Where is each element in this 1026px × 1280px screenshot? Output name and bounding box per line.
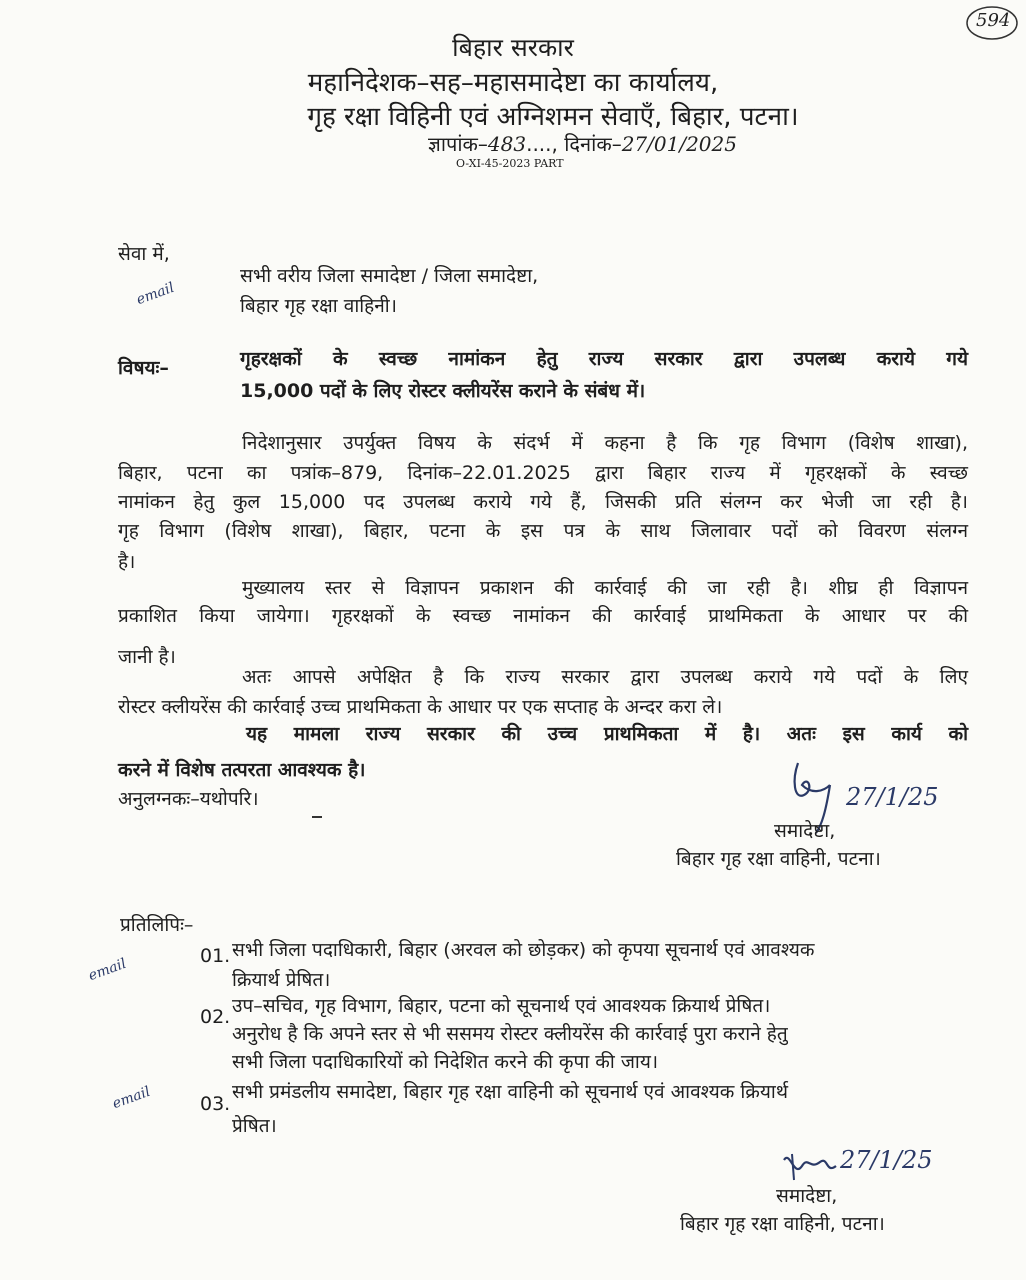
copy-item1-number: 01.	[200, 945, 231, 967]
copy-item2-line1: उप–सचिव, गृह विभाग, बिहार, पटना को सूचनार्थ एवं आवश्यक क्रियार्थ प्रेषित।	[232, 995, 771, 1017]
para1-line3: नामांकन हेतु कुल 15,000 पद उपलब्ध कराये गये हैं, जिसकी प्रति संलग्न कर भेजी जा रही है।	[118, 491, 968, 513]
memo-reference: ज्ञापांक–483...., दिनांक–27/01/2025	[428, 132, 737, 156]
subject-line2: 15,000 पदों के लिए रोस्टर क्लीयरेंस कराने के संबंध में।	[240, 380, 646, 402]
copy-item3-line1: सभी प्रमंडलीय समादेष्टा, बिहार गृह रक्षा वाहिनी को सूचनार्थ एवं आवश्यक क्रियार्थ	[232, 1081, 788, 1103]
copy-item1-line1: सभी जिला पदाधिकारी, बिहार (अरवल को छोड़कर) को कृपया सूचनार्थ एवं आवश्यक	[232, 939, 815, 961]
enclosure-note: अनुलग्नकः–यथोपरि।	[118, 788, 259, 810]
file-number: O-XI-45-2023 PART	[456, 157, 564, 170]
page-number-text: 594	[976, 10, 1011, 31]
para1-line5: है।	[118, 551, 136, 573]
copy-item2-number: 02.	[200, 1006, 231, 1028]
date-label: दिनांक–	[564, 132, 622, 156]
copy-item2-line2: अनुरोध है कि अपने स्तर से भी ससमय रोस्टर क्लीयरेंस की कार्रवाई पुरा कराने हेतु	[232, 1023, 788, 1045]
email-handwritten-note: email	[134, 279, 177, 309]
para4-line1: यह मामला राज्य सरकार की उच्च प्राथमिकता में है। अतः इस कार्य को	[246, 723, 968, 745]
signature-1-org: बिहार गृह रक्षा वाहिनी, पटना।	[676, 848, 881, 870]
govt-title: बिहार सरकार	[452, 33, 574, 62]
subject-line1: गृहरक्षकों के स्वच्छ नामांकन हेतु राज्य सरकार द्वारा उपलब्ध कराये गये	[240, 348, 968, 370]
date-value: 27/01/2025	[621, 132, 737, 156]
signature-1-date: 27/1/25	[846, 783, 939, 811]
para2-line1: मुख्यालय स्तर से विज्ञापन प्रकाशन की कार्रवाई की जा रही है। शीघ्र ही विज्ञापन	[242, 577, 968, 599]
ref-number: 483	[487, 132, 527, 156]
para3-line1: अतः आपसे अपेक्षित है कि राज्य सरकार द्वारा उपलब्ध कराये गये पदों के लिए	[242, 666, 968, 688]
department-title: गृह रक्षा विहिनी एवं अग्निशमन सेवाएँ, बिहार, पटना।	[307, 102, 799, 132]
para2-line3: जानी है।	[118, 646, 176, 668]
signature-2-title: समादेष्टा,	[776, 1185, 838, 1207]
signature-2-org: बिहार गृह रक्षा वाहिनी, पटना।	[680, 1213, 885, 1235]
para1-line4: गृह विभाग (विशेष शाखा), बिहार, पटना के इस पत्र के साथ जिलावार पदों को विवरण संलग्न	[118, 520, 968, 542]
salutation: सेवा में,	[118, 243, 170, 265]
addressee-line2: बिहार गृह रक्षा वाहिनी।	[240, 295, 397, 317]
copy-item1-line2: क्रियार्थ प्रेषित।	[232, 969, 331, 991]
copy-email-note-1: email	[86, 955, 129, 985]
copy-item3-number: 03.	[200, 1093, 231, 1115]
para3-line2: रोस्टर क्लीयरेंस की कार्रवाई उच्च प्राथमिकता के आधार पर एक सप्ताह के अन्दर करा ले।	[118, 696, 723, 718]
subject-label: विषयः–	[118, 357, 169, 379]
para1-line1: निदेशानुसार उपर्युक्त विषय के संदर्भ में कहना है कि गृह विभाग (विशेष शाखा),	[242, 432, 968, 454]
copy-item3-line2: प्रेषित।	[232, 1115, 277, 1137]
small-dash	[312, 816, 322, 818]
copy-label: प्रतिलिपिः–	[120, 914, 194, 936]
ref-label: ज्ञापांक–	[428, 132, 488, 156]
addressee-line1: सभी वरीय जिला समादेष्टा / जिला समादेष्टा,	[240, 265, 539, 287]
signature-2-date: 27/1/25	[840, 1146, 933, 1174]
para1-line2: बिहार, पटना का पत्रांक–879, दिनांक–22.01.2025 द्वारा बिहार राज्य में गृहरक्षकों के स्वच्छ	[118, 462, 968, 484]
para2-line2: प्रकाशित किया जायेगा। गृहरक्षकों के स्वच्छ नामांकन की कार्रवाई प्राथमिकता के आधार पर की	[118, 605, 968, 627]
copy-email-note-2: email	[110, 1083, 153, 1113]
copy-item2-line3: सभी जिला पदाधिकारियों को निदेशित करने की कृपा की जाय।	[232, 1051, 659, 1073]
para4-line2: करने में विशेष तत्परता आवश्यक है।	[118, 759, 366, 781]
office-title: महानिदेशक–सह–महासमादेष्टा का कार्यालय,	[307, 68, 719, 98]
signature-1-title: समादेष्टा,	[774, 820, 836, 842]
